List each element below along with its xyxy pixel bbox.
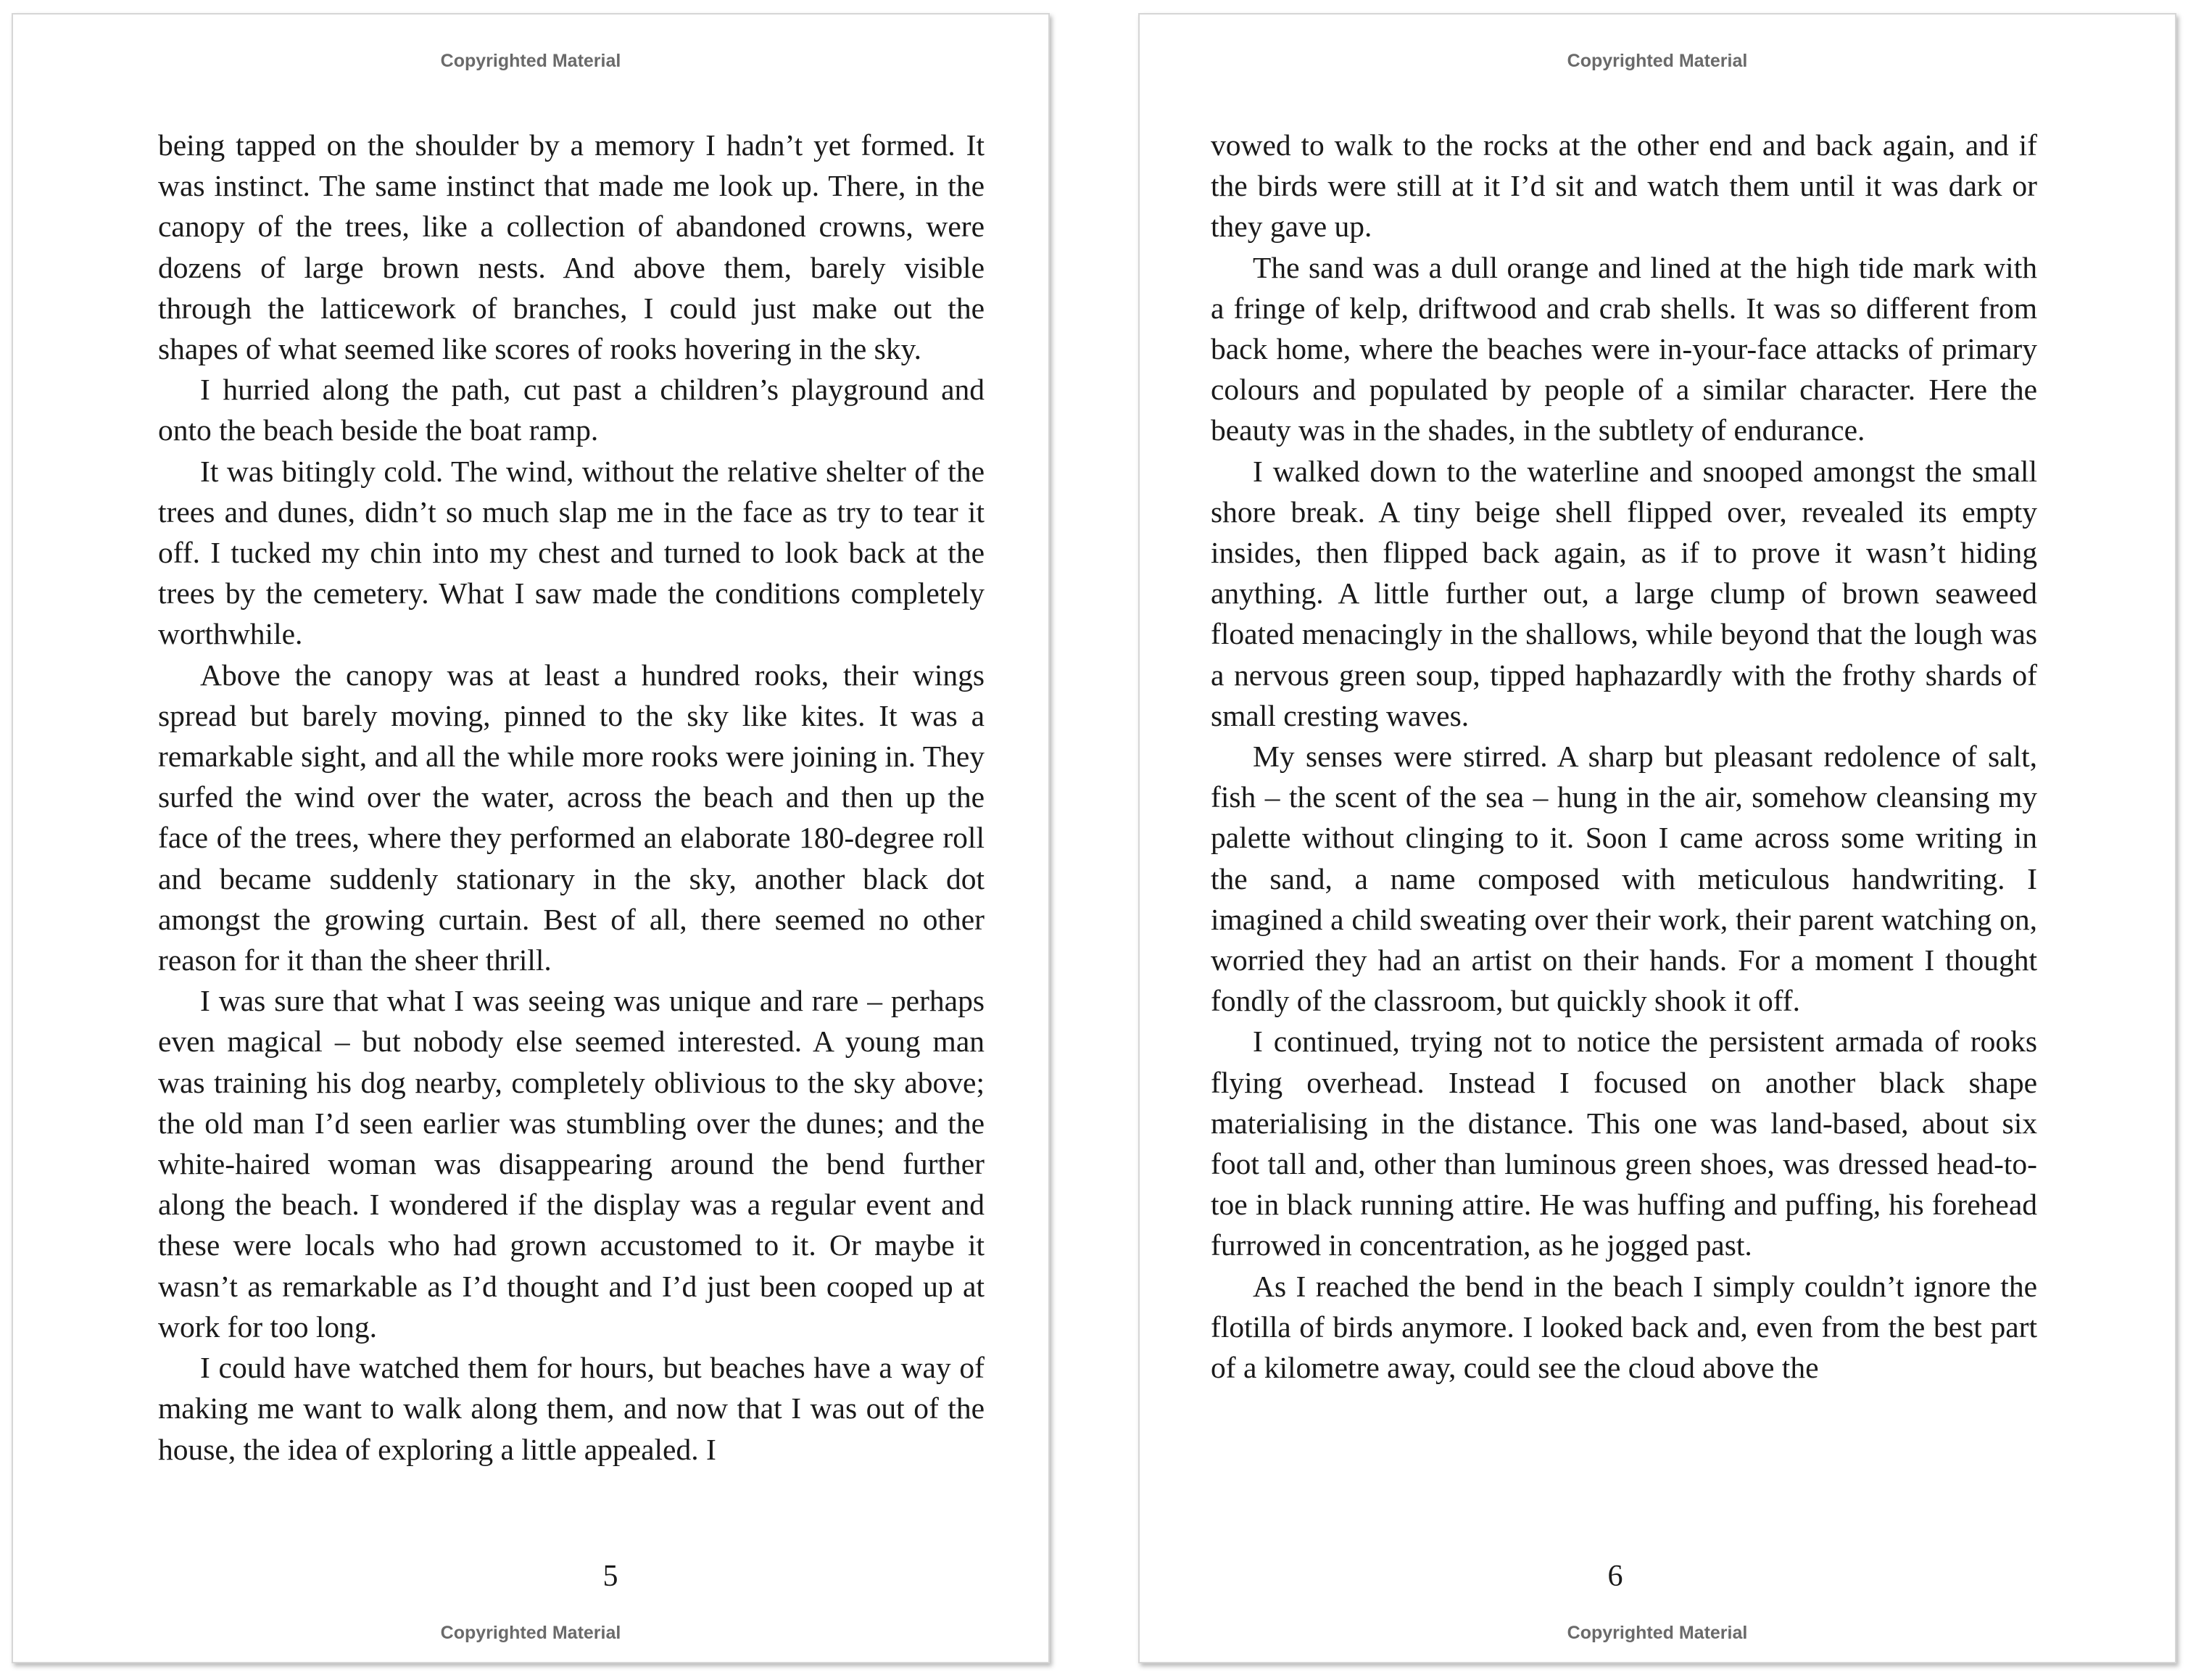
right-header-copyright: Copyrighted Material xyxy=(1567,51,1748,71)
right-paragraph-6: As I reached the bend in the beach I simply couldn’t ignore the flotilla of birds anymore. I looked back and, even from the best part of a kilometre away, could see the cloud above the xyxy=(1211,1269,2037,1385)
left-footer-copyright: Copyrighted Material xyxy=(440,1623,621,1643)
right-page-number: 6 xyxy=(1607,1560,1623,1593)
right-paragraph-2: The sand was a dull orange and lined at the high tide mark with a fringe of kelp, driftwood and crab shells. It was so different from back home, where the beaches were in-your-face attacks of primary colours and populated by people of a similar character. Here the beauty was in the shades, in the subtlety of endurance. xyxy=(1211,250,2037,447)
left-body-text xyxy=(158,125,985,1470)
right-page xyxy=(1138,13,2176,1663)
left-page-number: 5 xyxy=(602,1560,618,1593)
left-paragraph-6: I could have watched them for hours, but beaches have a way of making me want to walk along them, and now that I was out of the house, the idea of exploring a little appealed. I xyxy=(158,1351,985,1466)
right-footer-copyright: Copyrighted Material xyxy=(1567,1623,1748,1643)
right-paragraph-5: I continued, trying not to notice the persistent armada of rooks flying overhead. Instead I focused on another black shape materialising in the distance. This one was land-based, about six foot tall and, other than luminous green shoes, was dressed head-to-toe in black running attire. He was huffing and puffing, his forehead furrowed in concentration, as he jogged past. xyxy=(1211,1025,2037,1262)
right-paragraph-3: I walked down to the waterline and snooped amongst the small shore break. A tiny beige shell flipped over, revealed its empty insides, then flipped back again, as if to prove it wasn’t hiding anything. A little further out, a large clump of brown seaweed floated menacingly in the shallows, while beyond that the lough was a nervous green soup, tipped haphazardly with the frothy shards of small cresting waves. xyxy=(1211,454,2037,732)
right-body-text xyxy=(1211,125,2037,1388)
left-paragraph-5: I was sure that what I was seeing was unique and rare – perhaps even magical – but nobody else seemed interested. A young man was training his dog nearby, completely oblivious to the sky above; the old man I’d seen earlier was stumbling over the dunes; and the white-haired woman was disappearing around the bend further along the beach. I wondered if the display was a regular event and these were locals who had grown accustomed to it. Or maybe it wasn’t as remarkable as I’d thought and I’d just been cooped up at work for too long. xyxy=(158,984,985,1344)
right-paragraph-1: vowed to walk to the rocks at the other end and back again, and if the birds were still at it I’d sit and watch them until it was dark or they gave up. xyxy=(1211,128,2037,244)
left-paragraph-2: I hurried along the path, cut past a children’s playground and onto the beach beside the boat ramp. xyxy=(158,373,985,447)
left-paragraph-4: Above the canopy was at least a hundred rooks, their wings spread but barely moving, pinned to the sky like kites. It was a remarkable sight, and all the while more rooks were joining in. They surfed the wind over the water, across the beach and then up the face of the trees, where they performed an elaborate 180-degree roll and became suddenly stationary in the sky, another black dot amongst the growing curtain. Best of all, there seemed no other reason for it than the sheer thrill. xyxy=(158,658,985,977)
left-page xyxy=(12,13,1050,1663)
left-header-copyright: Copyrighted Material xyxy=(440,51,621,71)
right-paragraph-4: My senses were stirred. A sharp but pleasant redolence of salt, fish – the scent of the sea – hung in the air, somehow cleansing my palette without clinging to it. Soon I came across some writing in the sand, a name composed with meticulous handwriting. I imagined a child sweating over their work, their parent watching on, worried they had an artist on their hands. For a moment I thought fondly of the classroom, but quickly shook it off. xyxy=(1211,740,2037,1018)
left-paragraph-1: being tapped on the shoulder by a memory I hadn’t yet formed. It was instinct. The same instinct that made me look up. There, in the canopy of the trees, like a collection of abandoned crowns, were dozens of large brown nests. And above them, barely visible through the latticework of branches, I could just make out the shapes of what seemed like scores of rooks hovering in the sky. xyxy=(158,128,985,366)
left-paragraph-3: It was bitingly cold. The wind, without the relative shelter of the trees and dunes, didn’t so much slap me in the face as try to tear it off. I tucked my chin into my chest and turned to look back at the trees by the cemetery. What I saw made the conditions completely worthwhile. xyxy=(158,454,985,651)
